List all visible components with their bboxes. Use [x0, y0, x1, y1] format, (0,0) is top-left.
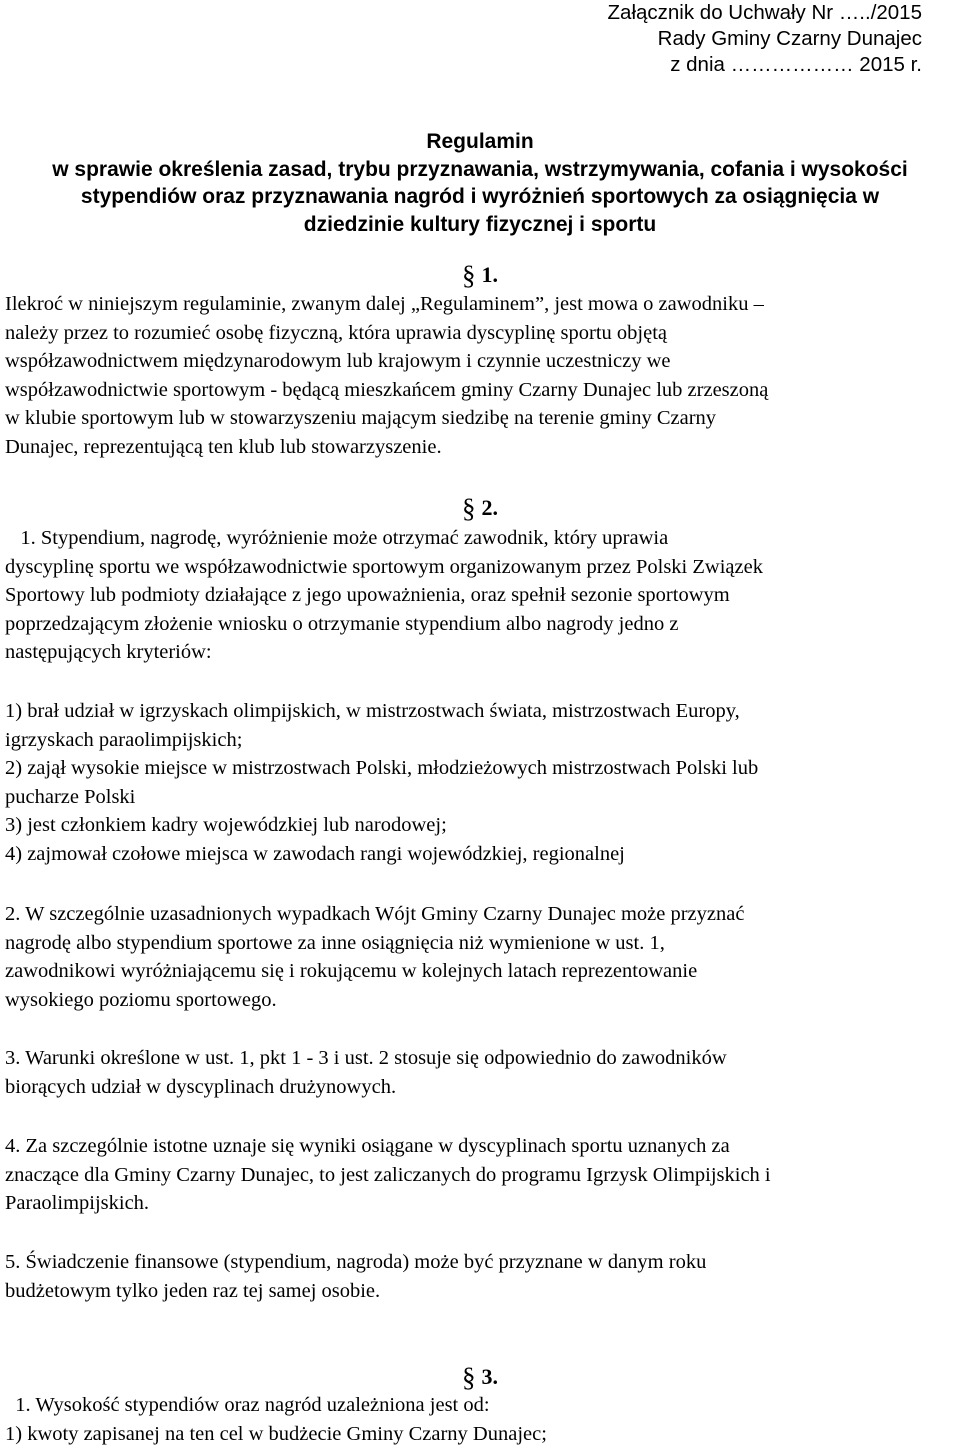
- list-item: 2) zajął wysokie miejsce w mistrzostwach Polski, młodzieżowych mistrzostwach Polski lub: [5, 757, 759, 779]
- list-item: 1) kwoty zapisanej na ten cel w budżecie Gminy Czarny Dunajec;: [5, 1422, 547, 1445]
- section-1-paragraph: [5, 290, 950, 461]
- text-line: Ilekroć w niniejszym regulaminie, zwanym dalej „Regulaminem”, jest mowa o zawodniku –: [5, 293, 764, 315]
- section-2-paragraph-2: [5, 900, 950, 1014]
- section-2-paragraph-5: [5, 1248, 950, 1305]
- title-line-3: stypendiów oraz przyznawania nagród i wyróżnień sportowych za osiągnięcia w: [80, 185, 880, 208]
- text-line: nagrodę albo stypendium sportowe za inne osiągnięcia niż wymienione w ust. 1,: [5, 931, 665, 954]
- text-line: dyscyplinę sportu we współzawodnictwie sportowym organizowanym przez Polski Związek: [5, 555, 763, 578]
- text-line: biorących udział w dyscyplinach drużynowych.: [5, 1075, 397, 1098]
- section-number: 1.: [481, 262, 498, 287]
- text-line: Dunajec, reprezentującą ten klub lub stowarzyszenie.: [5, 435, 442, 458]
- section-number: 3.: [481, 1364, 498, 1389]
- section-heading-2: [0, 495, 960, 521]
- list-item: 1) brał udział w igrzyskach olimpijskich, w mistrzostwach świata, mistrzostwach Europy,: [5, 700, 740, 722]
- title-line-1: Regulamin: [426, 130, 534, 153]
- list-item: igrzyskach paraolimpijskich;: [5, 728, 243, 751]
- list-item: 3) jest członkiem kadry wojewódzkiej lub narodowej;: [5, 814, 447, 836]
- document-title: [0, 128, 960, 238]
- text-line: 5. Świadczenie finansowe (stypendium, nagroda) może być przyznane w danym roku: [5, 1251, 707, 1273]
- attachment-header: [608, 0, 922, 78]
- text-line: 4. Za szczególnie istotne uznaje się wyniki osiągane w dyscyplinach sportu uznanych za: [5, 1135, 730, 1157]
- section-number: 2.: [481, 495, 498, 520]
- list-item: 4) zajmował czołowe miejsca w zawodach rangi wojewódzkiej, regionalnej: [5, 842, 625, 865]
- header-line-1: Załącznik do Uchwały Nr …../2015: [607, 1, 922, 24]
- text-line: współzawodnictwie sportowym - będącą mieszkańcem gminy Czarny Dunajec lub zrzeszoną: [5, 378, 769, 401]
- text-line: znaczące dla Gminy Czarny Dunajec, to jest zaliczanych do programu Igrzysk Olimpijskich i: [5, 1163, 771, 1186]
- section-sign: §: [462, 493, 476, 523]
- section-heading-1: [0, 262, 960, 288]
- text-line: 1. Wysokość stypendiów oraz nagród uzależniona jest od:: [5, 1394, 490, 1416]
- text-line: budżetowym tylko jeden raz tej samej osobie.: [5, 1279, 381, 1302]
- text-line: w klubie sportowym lub w stowarzyszeniu mającym siedzibę na terenie gminy Czarny: [5, 407, 717, 429]
- text-line: należy przez to rozumieć osobę fizyczną, która uprawia dyscyplinę sportu objętą: [5, 321, 667, 344]
- text-line: Paraolimpijskich.: [5, 1192, 150, 1214]
- section-2-paragraph-4: [5, 1132, 950, 1218]
- section-2-criteria-list: [5, 697, 950, 868]
- section-heading-3: [0, 1364, 960, 1390]
- text-line: poprzedzającym złożenie wniosku o otrzymanie stypendium albo nagrody jedno z: [5, 612, 679, 635]
- text-line: następujących kryteriów:: [5, 641, 212, 663]
- text-line: 1. Stypendium, nagrodę, wyróżnienie może otrzymać zawodnik, który uprawia: [5, 527, 669, 549]
- section-sign: §: [462, 1362, 476, 1392]
- title-line-4: dziedzinie kultury fizycznej i sportu: [303, 212, 657, 236]
- text-line: zawodnikowi wyróżniającemu się i rokującemu w kolejnych latach reprezentowanie: [5, 960, 698, 982]
- list-item: pucharze Polski: [5, 785, 136, 808]
- section-2-paragraph-1: [5, 524, 950, 667]
- title-line-2: w sprawie określenia zasad, trybu przyznawania, wstrzymywania, cofania i wysokości: [52, 157, 908, 181]
- header-line-2: Rady Gminy Czarny Dunajec: [657, 27, 922, 50]
- section-sign: §: [462, 260, 476, 290]
- text-line: wysokiego poziomu sportowego.: [5, 988, 277, 1011]
- text-line: współzawodnictwem międzynarodowym lub krajowym i czynnie uczestniczy we: [5, 350, 671, 372]
- text-line: 2. W szczególnie uzasadnionych wypadkach Wójt Gminy Czarny Dunajec może przyznać: [5, 903, 745, 925]
- section-2-paragraph-3: [5, 1044, 950, 1101]
- text-line: 3. Warunki określone w ust. 1, pkt 1 - 3 i ust. 2 stosuje się odpowiednio do zawodników: [5, 1047, 727, 1069]
- section-3-paragraph: [5, 1391, 950, 1448]
- header-line-3: z dnia ……………… 2015 r.: [670, 53, 922, 76]
- text-line: Sportowy lub podmioty działające z jego upoważnienia, oraz spełnił sezonie sportowym: [5, 584, 730, 606]
